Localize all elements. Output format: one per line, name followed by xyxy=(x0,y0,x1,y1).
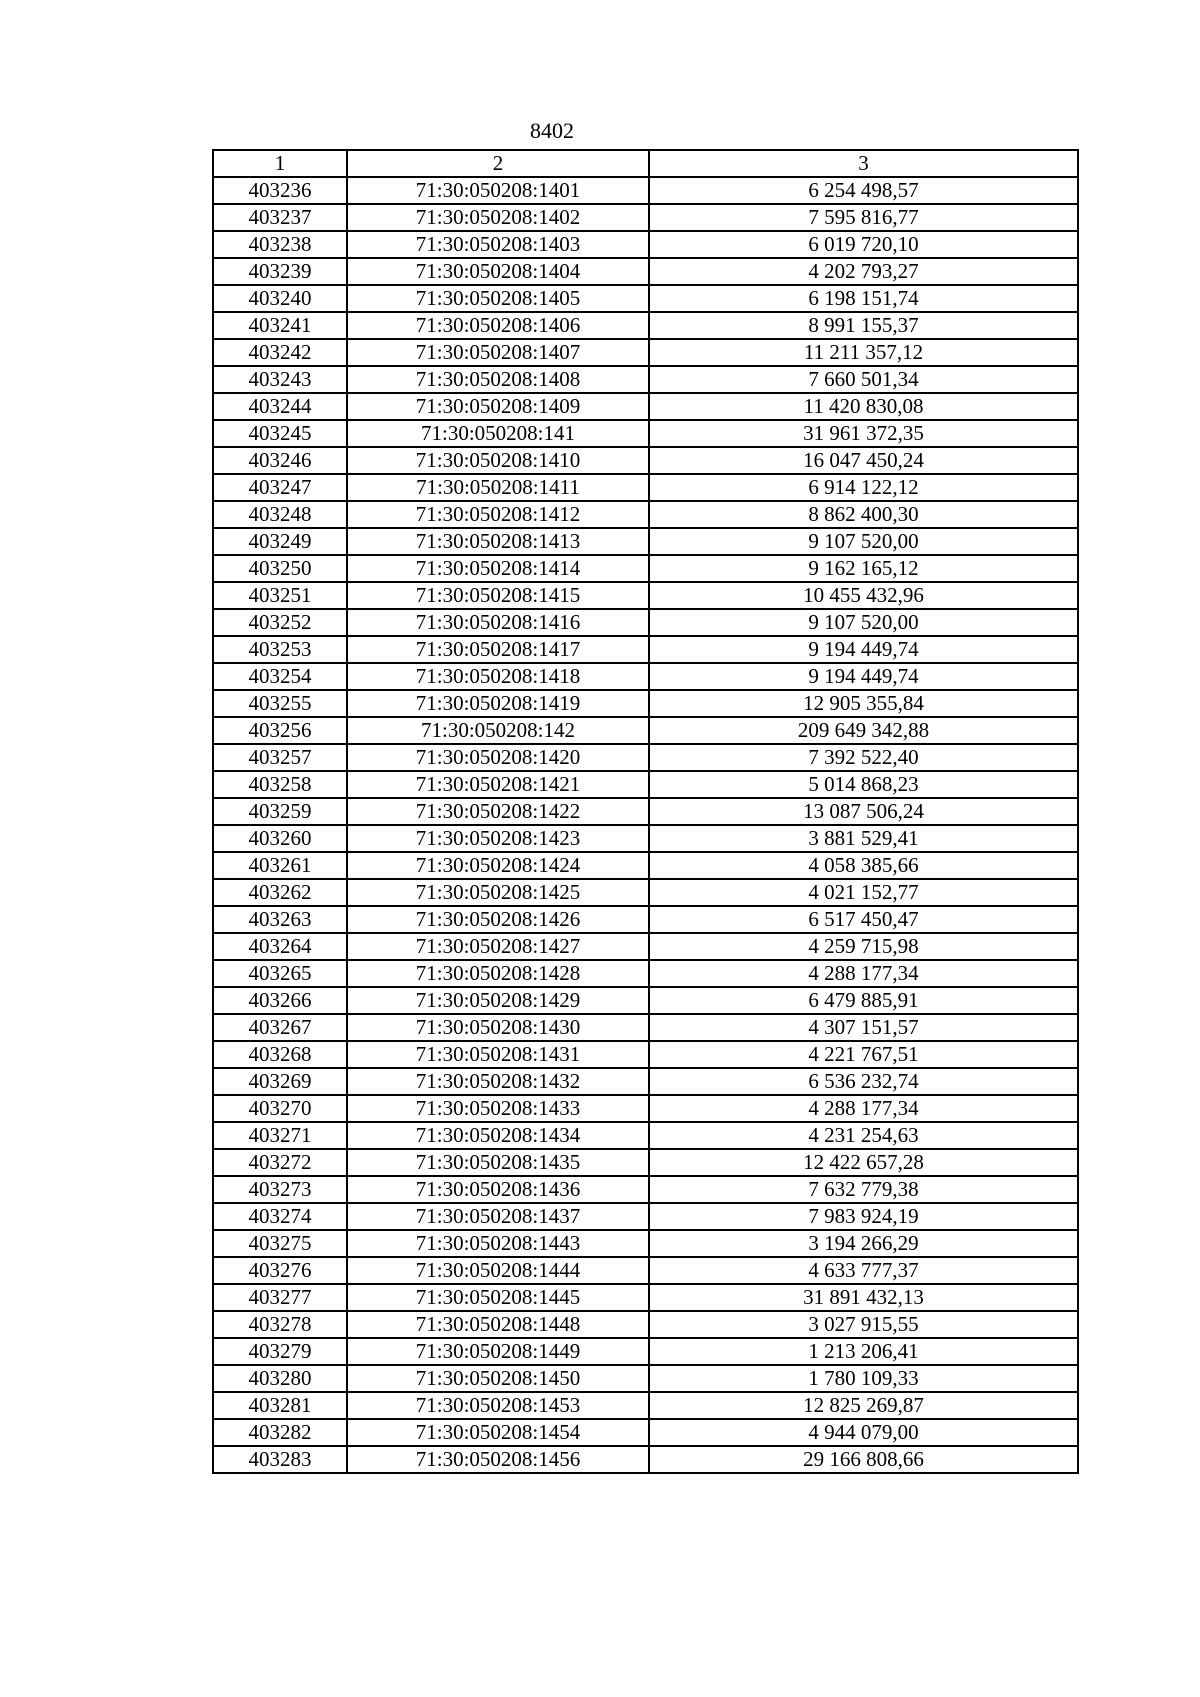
row-number-cell: 403243 xyxy=(213,366,347,393)
cadastral-number-cell: 71:30:050208:1403 xyxy=(347,231,649,258)
cadastral-value-cell: 6 517 450,47 xyxy=(649,906,1078,933)
cadastral-number-cell: 71:30:050208:1419 xyxy=(347,690,649,717)
cadastral-number-cell: 71:30:050208:1416 xyxy=(347,609,649,636)
table-row xyxy=(213,1149,1078,1176)
cadastral-value-cell: 6 254 498,57 xyxy=(649,177,1078,204)
table-row xyxy=(213,636,1078,663)
row-number-cell: 403250 xyxy=(213,555,347,582)
cadastral-value-cell: 12 825 269,87 xyxy=(649,1392,1078,1419)
cadastral-value-cell: 29 166 808,66 xyxy=(649,1446,1078,1473)
cadastral-value-cell: 4 944 079,00 xyxy=(649,1419,1078,1446)
cadastral-value-cell: 8 991 155,37 xyxy=(649,312,1078,339)
cadastral-number-cell: 71:30:050208:1448 xyxy=(347,1311,649,1338)
cadastral-number-cell: 71:30:050208:1428 xyxy=(347,960,649,987)
cadastral-number-cell: 71:30:050208:1411 xyxy=(347,474,649,501)
cadastral-number-cell: 71:30:050208:1430 xyxy=(347,1014,649,1041)
table-row xyxy=(213,393,1078,420)
cadastral-value-cell: 209 649 342,88 xyxy=(649,717,1078,744)
table-row xyxy=(213,447,1078,474)
table-row xyxy=(213,1014,1078,1041)
cadastral-value-cell: 4 021 152,77 xyxy=(649,879,1078,906)
row-number-cell: 403248 xyxy=(213,501,347,528)
cadastral-number-cell: 71:30:050208:1417 xyxy=(347,636,649,663)
row-number-cell: 403252 xyxy=(213,609,347,636)
row-number-cell: 403238 xyxy=(213,231,347,258)
cadastral-value-cell: 9 162 165,12 xyxy=(649,555,1078,582)
row-number-cell: 403254 xyxy=(213,663,347,690)
cadastral-value-cell: 9 107 520,00 xyxy=(649,528,1078,555)
cadastral-value-cell: 3 194 266,29 xyxy=(649,1230,1078,1257)
cadastral-number-cell: 71:30:050208:1412 xyxy=(347,501,649,528)
cadastral-value-cell: 12 422 657,28 xyxy=(649,1149,1078,1176)
cadastral-number-cell: 71:30:050208:1434 xyxy=(347,1122,649,1149)
cadastral-value-cell: 8 862 400,30 xyxy=(649,501,1078,528)
cadastral-value-cell: 4 633 777,37 xyxy=(649,1257,1078,1284)
table-row xyxy=(213,1257,1078,1284)
column-header-3: 3 xyxy=(649,150,1078,177)
cadastral-value-cell: 6 198 151,74 xyxy=(649,285,1078,312)
cadastral-number-cell: 71:30:050208:1425 xyxy=(347,879,649,906)
table-row xyxy=(213,744,1078,771)
cadastral-value-cell: 7 632 779,38 xyxy=(649,1176,1078,1203)
cadastral-value-cell: 4 221 767,51 xyxy=(649,1041,1078,1068)
cadastral-number-cell: 71:30:050208:1420 xyxy=(347,744,649,771)
cadastral-value-cell: 10 455 432,96 xyxy=(649,582,1078,609)
table-row xyxy=(213,1446,1078,1473)
table-row xyxy=(213,960,1078,987)
cadastral-value-cell: 5 014 868,23 xyxy=(649,771,1078,798)
cadastral-number-cell: 71:30:050208:1401 xyxy=(347,177,649,204)
cadastral-value-cell: 4 288 177,34 xyxy=(649,1095,1078,1122)
table-row xyxy=(213,1230,1078,1257)
cadastral-number-cell: 71:30:050208:1405 xyxy=(347,285,649,312)
table-row xyxy=(213,1392,1078,1419)
table-row xyxy=(213,1176,1078,1203)
table-row xyxy=(213,987,1078,1014)
table-row xyxy=(213,312,1078,339)
table-row xyxy=(213,771,1078,798)
row-number-cell: 403270 xyxy=(213,1095,347,1122)
table-row xyxy=(213,1365,1078,1392)
table-row xyxy=(213,717,1078,744)
cadastral-value-cell: 9 107 520,00 xyxy=(649,609,1078,636)
table-row xyxy=(213,501,1078,528)
cadastral-number-cell: 71:30:050208:1436 xyxy=(347,1176,649,1203)
table-row xyxy=(213,258,1078,285)
cadastral-value-cell: 31 961 372,35 xyxy=(649,420,1078,447)
cadastral-value-cell: 6 019 720,10 xyxy=(649,231,1078,258)
row-number-cell: 403259 xyxy=(213,798,347,825)
table-row xyxy=(213,1041,1078,1068)
header-row xyxy=(213,150,1078,177)
row-number-cell: 403268 xyxy=(213,1041,347,1068)
cadastral-number-cell: 71:30:050208:1450 xyxy=(347,1365,649,1392)
table-row xyxy=(213,1284,1078,1311)
row-number-cell: 403265 xyxy=(213,960,347,987)
row-number-cell: 403257 xyxy=(213,744,347,771)
cadastral-value-cell: 6 479 885,91 xyxy=(649,987,1078,1014)
column-header-1: 1 xyxy=(213,150,347,177)
page-number xyxy=(0,118,1200,144)
row-number-cell: 403256 xyxy=(213,717,347,744)
table-row xyxy=(213,177,1078,204)
row-number-cell: 403251 xyxy=(213,582,347,609)
cadastral-value-cell: 7 660 501,34 xyxy=(649,366,1078,393)
cadastral-value-cell: 4 231 254,63 xyxy=(649,1122,1078,1149)
row-number-cell: 403262 xyxy=(213,879,347,906)
cadastral-number-cell: 71:30:050208:1432 xyxy=(347,1068,649,1095)
cadastral-number-cell: 71:30:050208:1422 xyxy=(347,798,649,825)
cadastral-value-cell: 7 595 816,77 xyxy=(649,204,1078,231)
cadastral-value-cell: 9 194 449,74 xyxy=(649,636,1078,663)
cadastral-value-cell: 7 983 924,19 xyxy=(649,1203,1078,1230)
table-row xyxy=(213,663,1078,690)
cadastral-value-cell: 6 536 232,74 xyxy=(649,1068,1078,1095)
row-number-cell: 403242 xyxy=(213,339,347,366)
table-header xyxy=(213,150,1078,177)
table-row xyxy=(213,933,1078,960)
cadastral-number-cell: 71:30:050208:1406 xyxy=(347,312,649,339)
page-number-text: 8402 xyxy=(530,118,574,143)
cadastral-number-cell: 71:30:050208:1418 xyxy=(347,663,649,690)
cadastral-number-cell: 71:30:050208:1427 xyxy=(347,933,649,960)
row-number-cell: 403278 xyxy=(213,1311,347,1338)
row-number-cell: 403272 xyxy=(213,1149,347,1176)
cadastral-number-cell: 71:30:050208:1433 xyxy=(347,1095,649,1122)
row-number-cell: 403276 xyxy=(213,1257,347,1284)
table-row xyxy=(213,1068,1078,1095)
cadastral-value-cell: 6 914 122,12 xyxy=(649,474,1078,501)
table-row xyxy=(213,1419,1078,1446)
cadastral-number-cell: 71:30:050208:1426 xyxy=(347,906,649,933)
table-row xyxy=(213,798,1078,825)
table-row xyxy=(213,1095,1078,1122)
row-number-cell: 403267 xyxy=(213,1014,347,1041)
cadastral-number-cell: 71:30:050208:1402 xyxy=(347,204,649,231)
row-number-cell: 403261 xyxy=(213,852,347,879)
table-row xyxy=(213,1203,1078,1230)
cadastral-value-table xyxy=(212,149,1079,1474)
row-number-cell: 403247 xyxy=(213,474,347,501)
cadastral-number-cell: 71:30:050208:1454 xyxy=(347,1419,649,1446)
table-row xyxy=(213,339,1078,366)
row-number-cell: 403237 xyxy=(213,204,347,231)
cadastral-number-cell: 71:30:050208:1408 xyxy=(347,366,649,393)
table-row xyxy=(213,690,1078,717)
row-number-cell: 403246 xyxy=(213,447,347,474)
table-row xyxy=(213,528,1078,555)
cadastral-value-cell: 3 881 529,41 xyxy=(649,825,1078,852)
cadastral-value-cell: 31 891 432,13 xyxy=(649,1284,1078,1311)
table-row xyxy=(213,231,1078,258)
table-row xyxy=(213,609,1078,636)
cadastral-number-cell: 71:30:050208:1435 xyxy=(347,1149,649,1176)
cadastral-number-cell: 71:30:050208:1445 xyxy=(347,1284,649,1311)
cadastral-value-cell: 7 392 522,40 xyxy=(649,744,1078,771)
cadastral-number-cell: 71:30:050208:1410 xyxy=(347,447,649,474)
row-number-cell: 403274 xyxy=(213,1203,347,1230)
cadastral-value-cell: 16 047 450,24 xyxy=(649,447,1078,474)
table-row xyxy=(213,1338,1078,1365)
cadastral-number-cell: 71:30:050208:1431 xyxy=(347,1041,649,1068)
cadastral-number-cell: 71:30:050208:142 xyxy=(347,717,649,744)
table-row xyxy=(213,420,1078,447)
row-number-cell: 403277 xyxy=(213,1284,347,1311)
row-number-cell: 403269 xyxy=(213,1068,347,1095)
row-number-cell: 403245 xyxy=(213,420,347,447)
cadastral-value-cell: 12 905 355,84 xyxy=(649,690,1078,717)
cadastral-number-cell: 71:30:050208:1424 xyxy=(347,852,649,879)
cadastral-value-cell: 4 058 385,66 xyxy=(649,852,1078,879)
cadastral-number-cell: 71:30:050208:1444 xyxy=(347,1257,649,1284)
cadastral-number-cell: 71:30:050208:1443 xyxy=(347,1230,649,1257)
cadastral-number-cell: 71:30:050208:141 xyxy=(347,420,649,447)
cadastral-value-cell: 13 087 506,24 xyxy=(649,798,1078,825)
cadastral-value-cell: 4 202 793,27 xyxy=(649,258,1078,285)
row-number-cell: 403280 xyxy=(213,1365,347,1392)
cadastral-value-cell: 4 307 151,57 xyxy=(649,1014,1078,1041)
row-number-cell: 403266 xyxy=(213,987,347,1014)
table-row xyxy=(213,474,1078,501)
row-number-cell: 403241 xyxy=(213,312,347,339)
cadastral-number-cell: 71:30:050208:1423 xyxy=(347,825,649,852)
cadastral-value-cell: 1 213 206,41 xyxy=(649,1338,1078,1365)
cadastral-number-cell: 71:30:050208:1453 xyxy=(347,1392,649,1419)
table-row xyxy=(213,582,1078,609)
row-number-cell: 403253 xyxy=(213,636,347,663)
row-number-cell: 403281 xyxy=(213,1392,347,1419)
row-number-cell: 403255 xyxy=(213,690,347,717)
table-body xyxy=(213,177,1078,1473)
row-number-cell: 403273 xyxy=(213,1176,347,1203)
cadastral-number-cell: 71:30:050208:1437 xyxy=(347,1203,649,1230)
cadastral-value-cell: 3 027 915,55 xyxy=(649,1311,1078,1338)
cadastral-number-cell: 71:30:050208:1407 xyxy=(347,339,649,366)
cadastral-value-cell: 11 211 357,12 xyxy=(649,339,1078,366)
row-number-cell: 403282 xyxy=(213,1419,347,1446)
cadastral-number-cell: 71:30:050208:1414 xyxy=(347,555,649,582)
table-row xyxy=(213,1122,1078,1149)
cadastral-number-cell: 71:30:050208:1409 xyxy=(347,393,649,420)
row-number-cell: 403275 xyxy=(213,1230,347,1257)
cadastral-value-cell: 9 194 449,74 xyxy=(649,663,1078,690)
table-row xyxy=(213,906,1078,933)
row-number-cell: 403283 xyxy=(213,1446,347,1473)
table-row xyxy=(213,555,1078,582)
table-row xyxy=(213,285,1078,312)
table-row xyxy=(213,825,1078,852)
row-number-cell: 403239 xyxy=(213,258,347,285)
cadastral-value-cell: 1 780 109,33 xyxy=(649,1365,1078,1392)
table-row xyxy=(213,204,1078,231)
row-number-cell: 403279 xyxy=(213,1338,347,1365)
table-row xyxy=(213,852,1078,879)
row-number-cell: 403264 xyxy=(213,933,347,960)
row-number-cell: 403263 xyxy=(213,906,347,933)
cadastral-number-cell: 71:30:050208:1404 xyxy=(347,258,649,285)
cadastral-number-cell: 71:30:050208:1449 xyxy=(347,1338,649,1365)
table-row xyxy=(213,1311,1078,1338)
row-number-cell: 403260 xyxy=(213,825,347,852)
table-row xyxy=(213,879,1078,906)
cadastral-value-cell: 4 259 715,98 xyxy=(649,933,1078,960)
row-number-cell: 403258 xyxy=(213,771,347,798)
table-row xyxy=(213,366,1078,393)
row-number-cell: 403249 xyxy=(213,528,347,555)
cadastral-number-cell: 71:30:050208:1415 xyxy=(347,582,649,609)
cadastral-value-cell: 4 288 177,34 xyxy=(649,960,1078,987)
row-number-cell: 403236 xyxy=(213,177,347,204)
cadastral-number-cell: 71:30:050208:1429 xyxy=(347,987,649,1014)
row-number-cell: 403240 xyxy=(213,285,347,312)
cadastral-value-cell: 11 420 830,08 xyxy=(649,393,1078,420)
cadastral-number-cell: 71:30:050208:1413 xyxy=(347,528,649,555)
cadastral-number-cell: 71:30:050208:1421 xyxy=(347,771,649,798)
row-number-cell: 403271 xyxy=(213,1122,347,1149)
row-number-cell: 403244 xyxy=(213,393,347,420)
column-header-2: 2 xyxy=(347,150,649,177)
cadastral-number-cell: 71:30:050208:1456 xyxy=(347,1446,649,1473)
